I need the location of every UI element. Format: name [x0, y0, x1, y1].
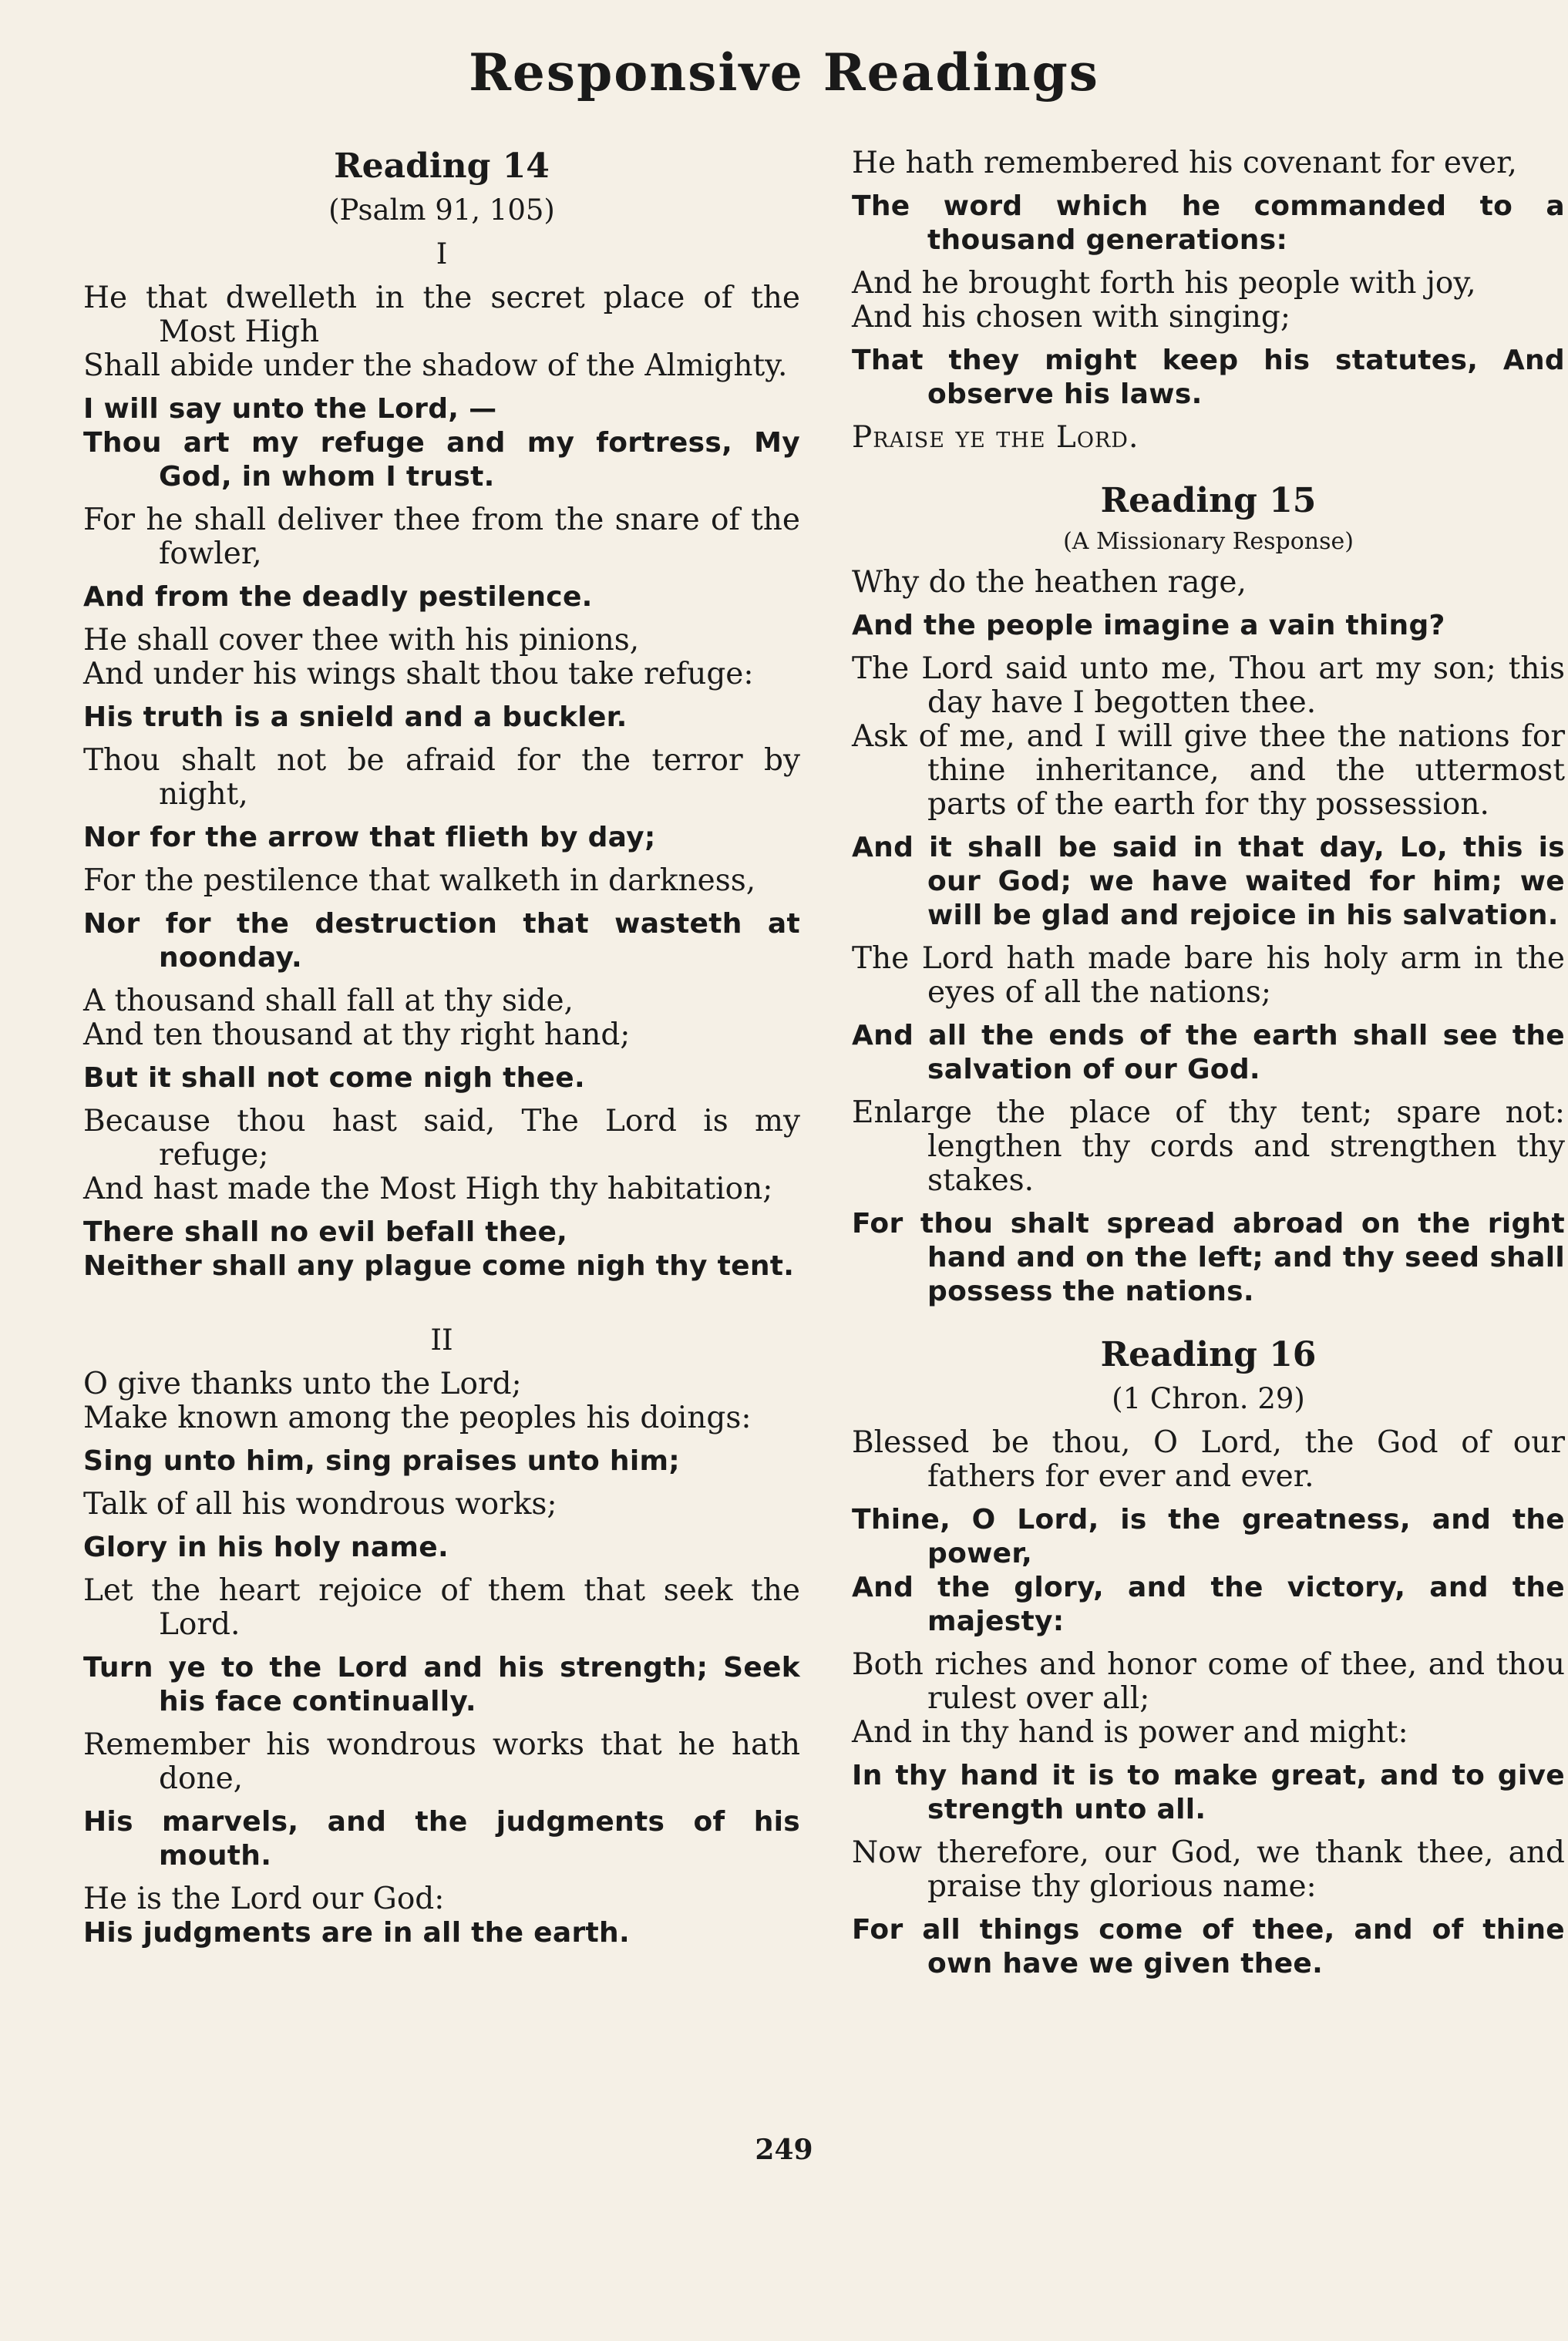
- reading-line: For he shall deliver thee from the snare of the fowler,: [83, 503, 800, 571]
- response-line: His truth is a snield and a buckler.: [83, 701, 628, 733]
- reading-line: Blessed be thou, O Lord, the God of our fathers for ever and ever.: [852, 1425, 1565, 1494]
- reading-line: Make known among the peoples his doings:: [83, 1401, 752, 1435]
- response-line: That they might keep his statutes, And observe his laws.: [852, 345, 1565, 410]
- response-line: Nor for the arrow that flieth by day;: [83, 822, 656, 853]
- reading-14-part-1-lines: [83, 281, 800, 1283]
- response-line: There shall no evil befall thee,: [83, 1216, 568, 1248]
- reading-line: Ask of me, and I will give thee the nations for thine inheritance, and the uttermost parts of the earth for thy possession.: [852, 719, 1565, 822]
- left-column: [83, 146, 800, 1950]
- response-line: His marvels, and the judgments of his mouth.: [83, 1806, 800, 1872]
- response-line: For thou shalt spread abroad on the right hand and on the left; and thy seed shall possess the nations.: [852, 1208, 1565, 1307]
- reading-line: And he brought forth his people with joy,: [852, 266, 1476, 301]
- reading-line: Why do the heathen rage,: [852, 565, 1247, 600]
- reading-16-heading: Reading 16: [1100, 1335, 1317, 1374]
- response-line: And the people imagine a vain thing?: [852, 610, 1445, 641]
- response-line: In thy hand it is to make great, and to give strength unto all.: [852, 1760, 1565, 1825]
- reading-line: Shall abide under the shadow of the Almighty.: [83, 348, 788, 383]
- reading-line: Let the heart rejoice of them that seek the Lord.: [83, 1573, 800, 1642]
- response-line: And from the deadly pestilence.: [83, 581, 593, 613]
- response-line: Glory in his holy name.: [83, 1532, 449, 1563]
- reading-line: And in thy hand is power and might:: [852, 1715, 1408, 1750]
- reading-line: The Lord hath made bare his holy arm in the eyes of all the nations;: [852, 941, 1565, 1010]
- response-line: Thine, O Lord, is the greatness, and the power,: [852, 1504, 1565, 1569]
- reading-line: Now therefore, our God, we thank thee, and praise thy glorious name:: [852, 1835, 1565, 1904]
- response-line: I will say unto the Lord, —: [83, 393, 497, 425]
- response-line: Sing unto him, sing praises unto him;: [83, 1445, 680, 1477]
- reading-15-heading: Reading 15: [1100, 481, 1317, 520]
- response-line: Thou art my refuge and my fortress, My God, in whom I trust.: [83, 427, 800, 493]
- reading-line: O give thanks unto the Lord;: [83, 1367, 522, 1401]
- reading-15-lines: [852, 566, 1565, 1309]
- reading-line: He is the Lord our God:: [83, 1882, 445, 1916]
- reading-line: Thou shalt not be afraid for the terror by night,: [83, 743, 800, 812]
- reading-line: He hath remembered his covenant for ever,: [852, 146, 1517, 180]
- response-line: And all the ends of the earth shall see the salvation of our God.: [852, 1020, 1565, 1085]
- response-line: His judgments are in all the earth.: [83, 1917, 630, 1949]
- reading-line: Remember his wondrous works that he hath done,: [83, 1727, 800, 1796]
- reading-line: Both riches and honor come of thee, and thou rulest over all;: [852, 1647, 1565, 1716]
- response-line: Nor for the destruction that wasteth at noonday.: [83, 908, 800, 974]
- reading-line: And hast made the Most High thy habitation;: [83, 1172, 773, 1206]
- reading-14-continued-lines: [852, 146, 1565, 455]
- reading-14-heading: Reading 14: [334, 146, 550, 186]
- response-line: Turn ye to the Lord and his strength; Seek his face continually.: [83, 1652, 800, 1717]
- reading-line: He shall cover thee with his pinions,: [83, 623, 640, 658]
- reading-16-source: (1 Chron. 29): [1112, 1382, 1305, 1415]
- page-title: Responsive Readings: [469, 42, 1099, 103]
- part-1-numeral: I: [436, 237, 448, 271]
- reading-15-source: (A Missionary Response): [1063, 528, 1354, 555]
- reading-line: And his chosen with singing;: [852, 300, 1291, 335]
- reading-line: Praise ye the Lord.: [852, 420, 1139, 455]
- reading-line: And under his wings shalt thou take refuge:: [83, 657, 754, 691]
- reading-14-part-2-lines: [83, 1367, 800, 1950]
- response-line: But it shall not come nigh thee.: [83, 1062, 585, 1094]
- reading-16-lines: [852, 1426, 1565, 1981]
- response-line: And the glory, and the victory, and the majesty:: [852, 1572, 1565, 1637]
- reading-line: Enlarge the place of thy tent; spare not: lengthen thy cords and strengthen thy stakes.: [852, 1095, 1565, 1198]
- reading-line: Because thou hast said, The Lord is my refuge;: [83, 1104, 800, 1172]
- reading-line: The Lord said unto me, Thou art my son; this day have I begotten thee.: [852, 651, 1565, 720]
- response-line: The word which he commanded to a thousand generations:: [852, 190, 1565, 256]
- right-column: [852, 146, 1565, 1981]
- response-line: Neither shall any plague come nigh thy tent.: [83, 1250, 795, 1282]
- reading-line: Talk of all his wondrous works;: [83, 1487, 557, 1522]
- reading-line: And ten thousand at thy right hand;: [83, 1017, 631, 1052]
- reading-14-source: (Psalm 91, 105): [328, 193, 555, 227]
- response-line: For all things come of thee, and of thine own have we given thee.: [852, 1914, 1565, 1979]
- reading-line: A thousand shall fall at thy side,: [83, 984, 574, 1018]
- page-number: 249: [755, 2134, 813, 2166]
- part-2-numeral: II: [430, 1324, 453, 1357]
- response-line: And it shall be said in that day, Lo, this is our God; we have waited for him; we will be glad and rejoice in his salvation.: [852, 832, 1565, 931]
- reading-line: For the pestilence that walketh in darkness,: [83, 863, 756, 898]
- reading-line: He that dwelleth in the secret place of the Most High: [83, 281, 800, 349]
